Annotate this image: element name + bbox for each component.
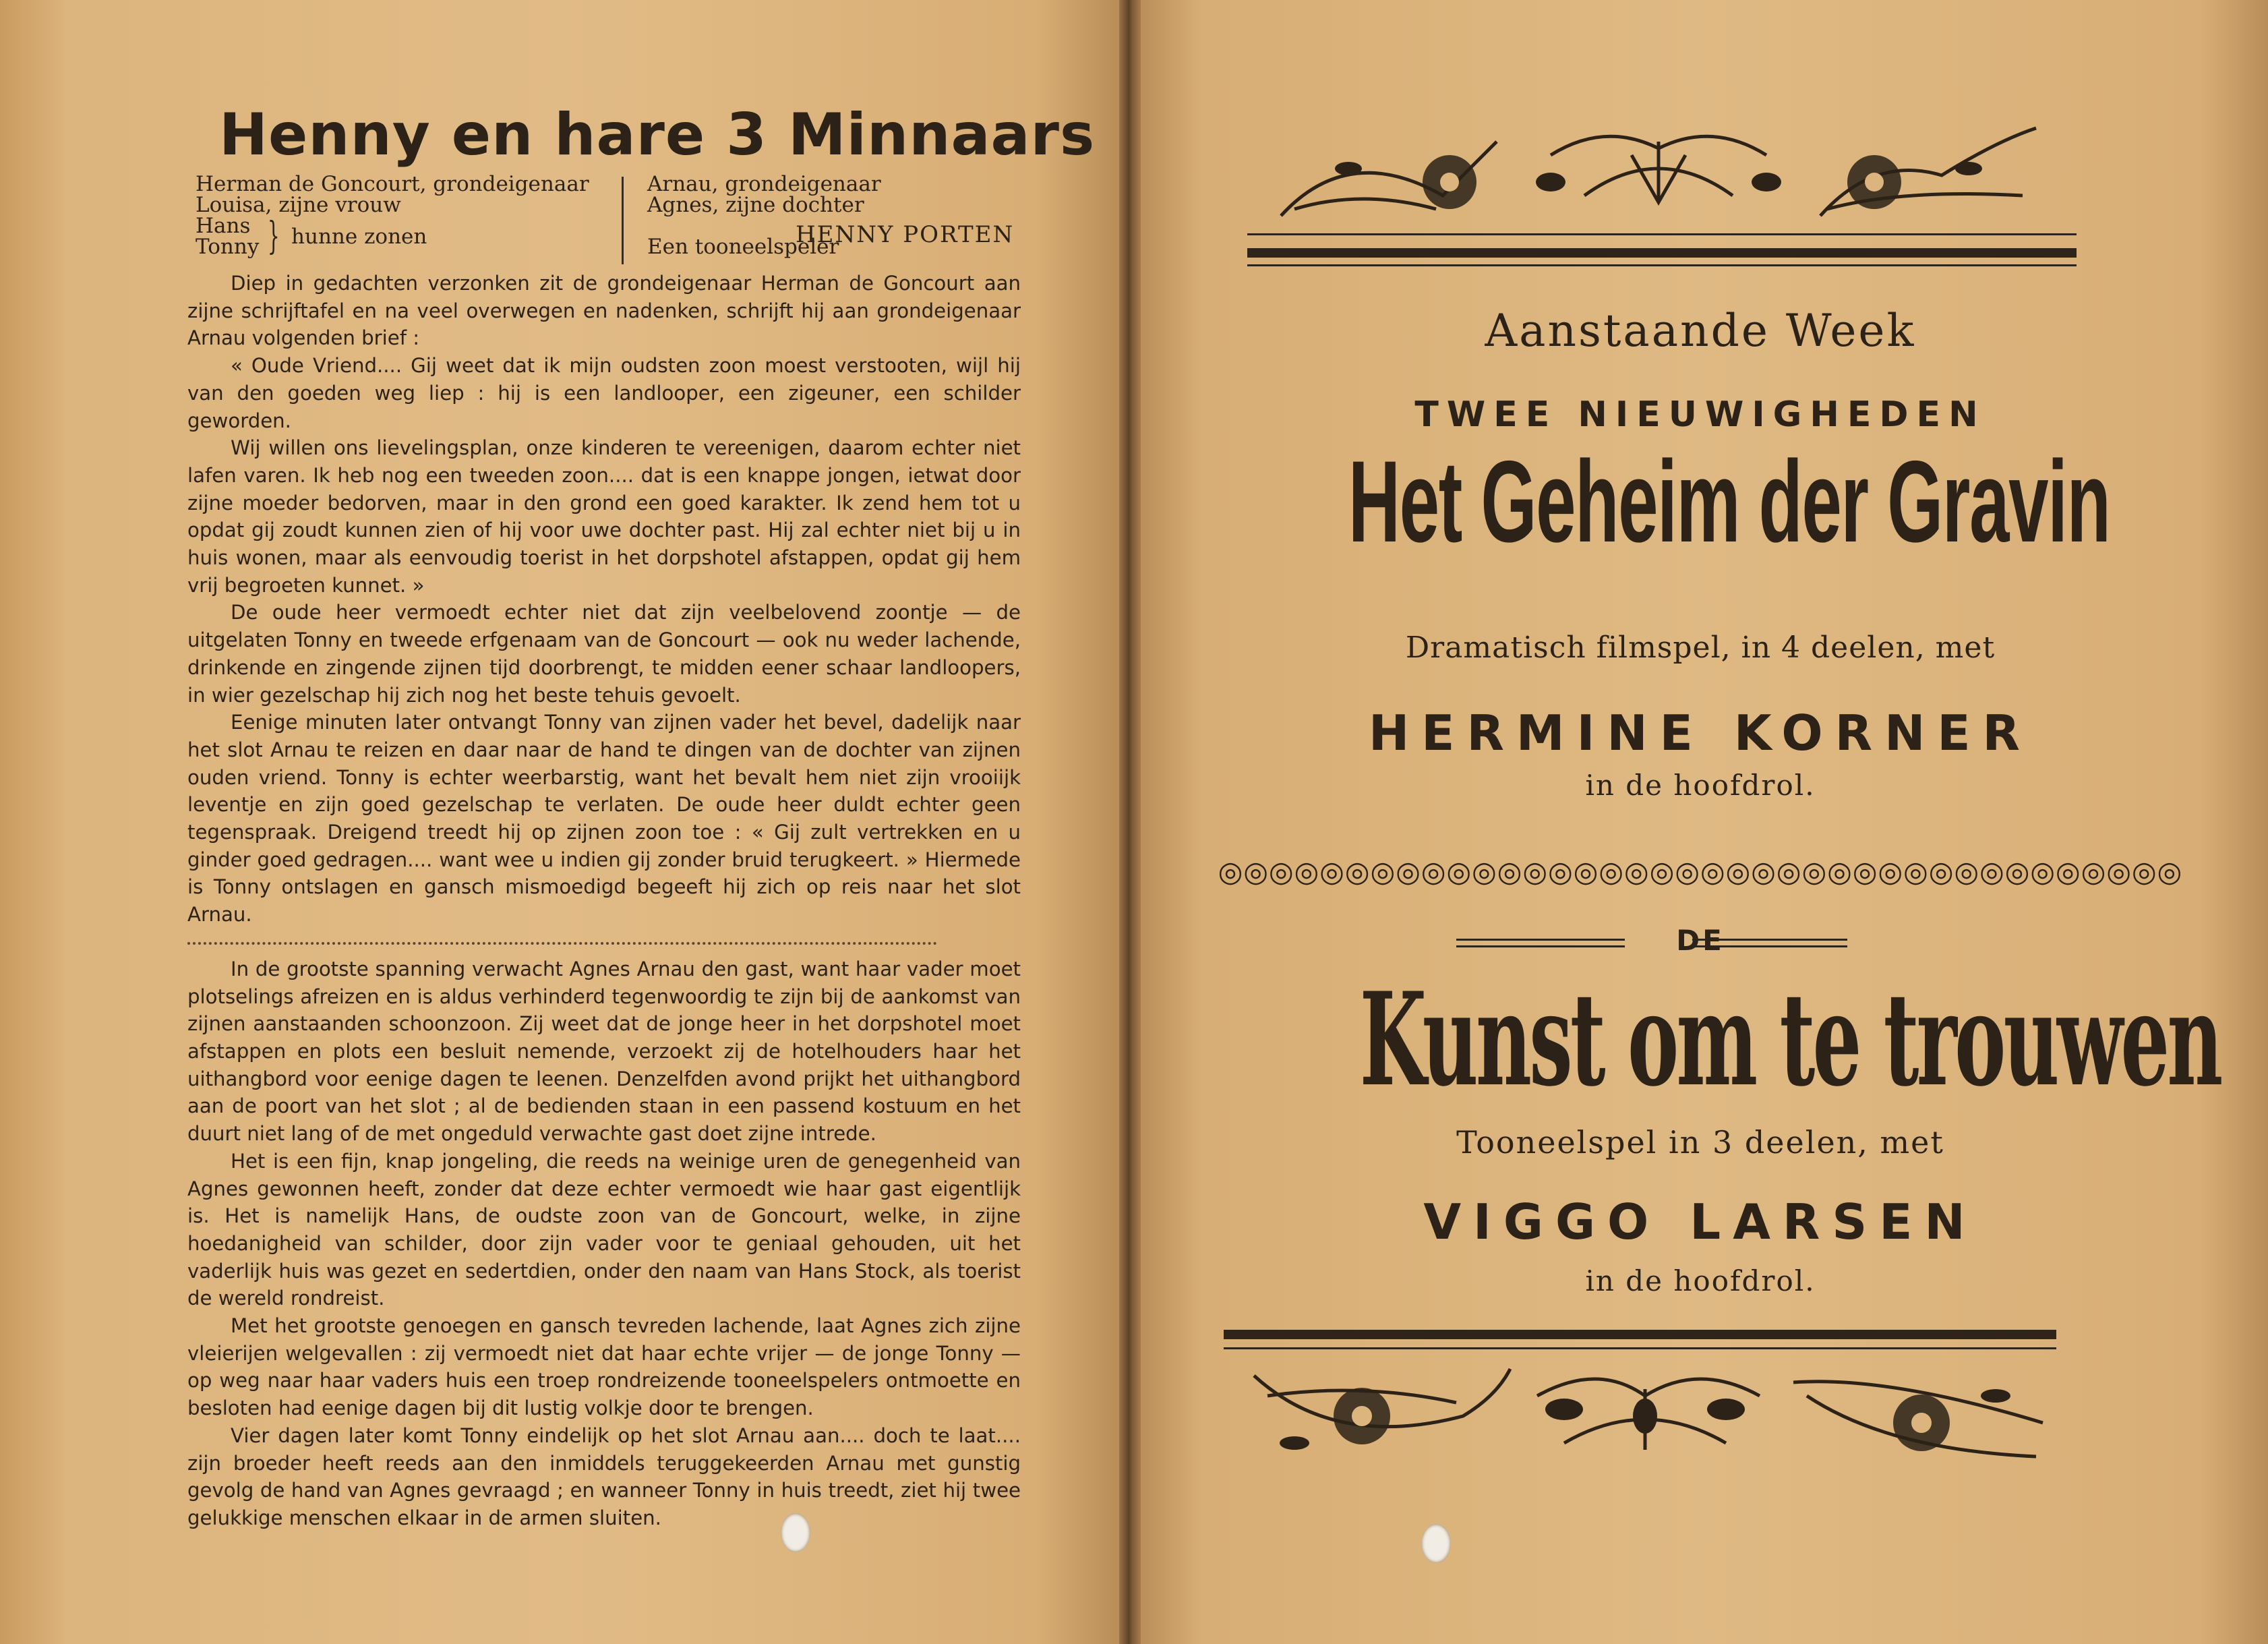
binding-hole-right	[1421, 1524, 1451, 1563]
film1-actor: HERMINE KORNER	[1369, 705, 2032, 761]
story-title: Henny en hare 3 Minnaars	[219, 101, 1096, 169]
film2-article: DE	[1676, 924, 1725, 957]
cast-tonny: Tonny	[196, 235, 260, 259]
story-body	[187, 270, 1021, 1532]
cast-hans: Hans	[196, 214, 251, 238]
cast-henny-porten: HENNY PORTEN	[796, 221, 1015, 248]
paragraph: Met het grootste genoegen en gansch tevreden lachende, laat Agnes zich zijne vleierijen welgevallen : zij vermoedt niet dat haar echte vrijer — de jonge Tonny — op weg naar haar vaders huis een troep rondreizende tooneelspelers ontmoette en besloten had eenige dagen bij dit lustig volkje door te brengen.	[187, 1314, 1021, 1420]
film2-description: Tooneelspel in 3 deelen, met	[1456, 1124, 1944, 1161]
film1-title: Het Geheim der Gravin	[1348, 437, 2110, 566]
rule-thin-bottom	[1224, 1347, 2056, 1349]
heading-aanstaande-week: Aanstaande Week	[1485, 305, 1916, 357]
paragraph: Vier dagen later komt Tonny eindelijk op het slot Arnau aan.... doch te laat.... zijn broeder heeft reeds aan den inmiddels teruggekeerden Arnau met gunstig gevolg de hand van Agnes gevraagd ; en wanneer Tonny in huis treedt, ziet hij twee gelukkige menschen elkaar in de armen sluiten.	[187, 1423, 1021, 1529]
film1-description: Dramatisch filmspel, in 4 deelen, met	[1405, 630, 1996, 665]
dotted-separator	[187, 929, 937, 945]
cast-list-left	[196, 174, 589, 258]
paragraph: Het is een fijn, knap jongeling, die reeds na weinige uren de genegenheid van Agnes gewonnen heeft, zonder dat deze echter vermoedt wie haar gast eigentlijk is. Het is namelijk Hans, de oudste zoon van de Goncourt, welke, in zijne hoedanigheid van schilder, door zijn vader voor te geniaal gehouden, uit het vaderlijk huis was gezet en sedertdien, onder den naam van Hans Stock, als toerist de wereld rondreist.	[187, 1149, 1021, 1310]
cast-tooneelspeler: Een tooneelspeler	[647, 235, 839, 259]
paragraph: Eenige minuten later ontvangt Tonny van zijnen vader het bevel, dadelijk naar het slot Arnau te reizen en daar naar de hand te dingen van de dochter van zijnen ouden vriend. Tonny is echter weerbarstig, want het bevalt hem niet zijn vrooiijk leventje en zijn goed gezelschap te verlaten. De oude heer duldt echter geen tegenspraak. Dreigend treedt hij op zijnen zoon toe : « Gij zult vertrekken en u ginder goed gedragen.... want wee u indien gij zonder bruid terugkeert. » Hiermede is Tonny ontslagen en gansch mismoedigd begeeft hij zich op reis naar het slot Arnau.	[187, 711, 1021, 927]
film2-actor: VIGGO LARSEN	[1423, 1194, 1977, 1250]
rule-thin-top-2	[1247, 264, 2077, 266]
cast-sons	[196, 216, 589, 258]
bottom-floral-ornament	[1241, 1355, 2056, 1477]
film2-title: Kunst om te trouwen	[1359, 964, 2221, 1115]
film1-role: in de hoofdrol.	[1585, 769, 1816, 802]
brace-glyph: }	[268, 214, 280, 258]
cast-louisa: Louisa, zijne vrouw	[196, 193, 401, 217]
rule-thin-top	[1247, 233, 2077, 235]
paragraph: In de grootste spanning verwacht Agnes Arnau den gast, want haar vader moet plotselings afreizen en is aldus verhinderd tegenwoordig te zijn bij de aankomst van zijnen aanstaanden schoonzoon. Zij weet dat de jonge heer in het dorpshotel moet afstappen en plots een besluit nemende, verzoekt zij de hotelhouders haar het uithangbord voor eenige dagen te leenen. Denzelfden avond prijkt het uithangbord aan de poort van het slot ; al de bedienden staan in een passend kostuum en het duurt niet lang of de met ongeduld verwachte gast doet zijne intrede.	[187, 957, 1021, 1146]
top-floral-ornament	[1267, 115, 2050, 229]
paragraph: Wij willen ons lievelingsplan, onze kinderen te vereenigen, daarom echter niet lafen varen. Ik heb nog een tweeden zoon.... dat is een knappe jongen, ietwat door zijne moeder bedorven, maar in den grond een goed karakter. Ik zend hem tot u opdat gij zoudt kunnen zien of hij voor uwe dochter past. Hij zal echter niet bij u in huis wonen, maar als eenvoudig toerist in het dorpshotel afstappen, opdat gij hem vrij begroeten kunnet. »	[187, 436, 1021, 597]
cast-arnau: Arnau, grondeigenaar	[647, 172, 881, 196]
cast-agnes: Agnes, zijne dochter	[647, 193, 864, 217]
cast-herman: Herman de Goncourt, grondeigenaar	[196, 172, 589, 196]
book-gutter	[1119, 0, 1141, 1644]
bead-divider: ◎◎◎◎◎◎◎◎◎◎◎◎◎◎◎◎◎◎◎◎◎◎◎◎◎◎◎◎◎◎◎◎◎◎◎◎◎◎	[1218, 855, 2183, 888]
paragraph: De oude heer vermoedt echter niet dat zijn veelbelovend zoontje — de uitgelaten Tonny en tweede erfgenaam van de Goncourt — ook nu weder lachende, drinkende en zingende zijnen tijd doorbrengt, te midden eener schaar landloopers, in wier gezelschap hij zich nog het beste tehuis gevoelt.	[187, 601, 1021, 707]
paragraph: « Oude Vriend.... Gij weet dat ik mijn oudsten zoon moest verstooten, wijl hij van den goeden weg liep : hij is een landlooper, een zigeuner, een schilder geworden.	[187, 354, 1021, 432]
film2-role: in de hoofdrol.	[1585, 1264, 1816, 1297]
paragraph: Diep in gedachten verzonken zit de grondeigenaar Herman de Goncourt aan zijne schrijftafel en na veel overwegen en nadenken, schrijft hij aan grondeigenaar Arnau volgenden brief :	[187, 272, 1021, 350]
subheading-nieuwigheden: TWEE NIEUWIGHEDEN	[1414, 394, 1986, 435]
cast-sons-label: hunne zonen	[291, 224, 427, 249]
rule-thick-bottom	[1224, 1330, 2056, 1339]
rule-thick-top	[1247, 248, 2077, 258]
cast-divider	[622, 177, 624, 264]
